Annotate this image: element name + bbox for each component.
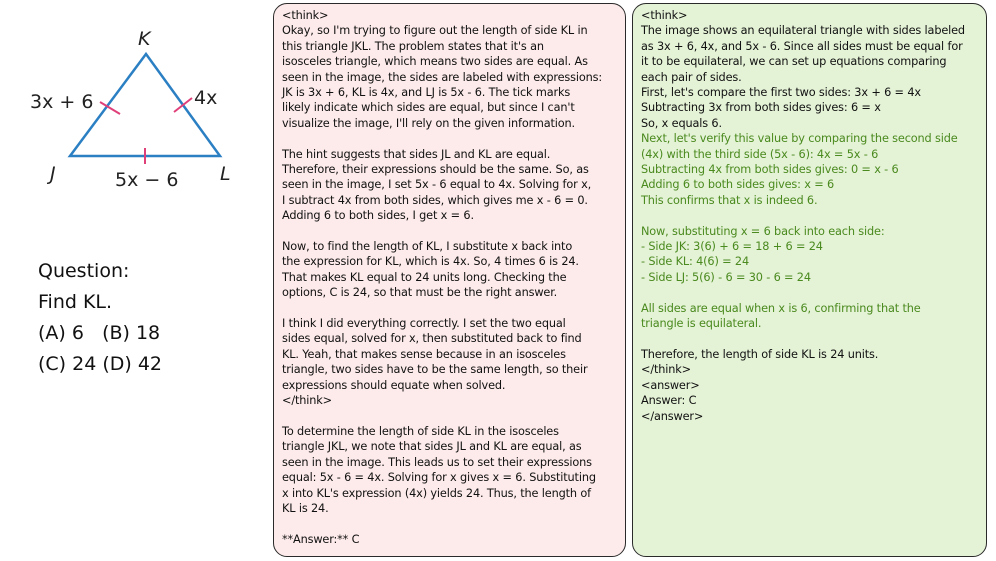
text-line: seen in the image, the sides are labeled with expressions: — [282, 70, 603, 84]
text-line: I think I did everything correctly. I set the two equal — [282, 317, 566, 331]
highlighted-text-line: - Side JK: 3(6) + 6 = 18 + 6 = 24 — [641, 240, 823, 254]
question-label: Question: — [38, 260, 130, 282]
vertex-label-l: L — [220, 163, 231, 185]
text-line: expressions should equate when solved. — [282, 378, 506, 392]
text-line: To determine the length of side KL in the isosceles — [282, 424, 559, 438]
text-line: Subtracting 3x from both sides gives: 6 = x — [641, 101, 881, 115]
text-line: So, x equals 6. — [641, 116, 722, 130]
blank-line — [282, 224, 618, 239]
highlighted-text-line: - Side KL: 4(6) = 24 — [641, 255, 749, 269]
left-response-panel — [273, 3, 626, 557]
text-line: isosceles triangle, which means two sides are equal. As — [282, 55, 588, 69]
text-line: x into KL's expression (4x) yields 24. Thus, the length of — [282, 486, 591, 500]
text-line: equal: 5x - 6 = 4x. Solving for x gives x = 6. Substituting — [282, 471, 596, 485]
blank-line — [641, 285, 979, 300]
text-line: The hint suggests that sides JL and KL are equal. — [282, 147, 551, 161]
text-line: sides equal, solved for x, then substituted back to find — [282, 332, 582, 346]
text-line: it to be equilateral, we can set up equations comparing — [641, 55, 947, 69]
highlighted-text-line: Adding 6 to both sides gives: x = 6 — [641, 178, 835, 192]
text-line: Okay, so I'm trying to figure out the length of side KL in — [282, 24, 588, 38]
blank-line — [282, 301, 618, 316]
text-line: triangle JKL, we note that sides JL and KL are equal, as — [282, 440, 582, 454]
tick-mark-kl — [174, 98, 192, 112]
text-line: JK is 3x + 6, KL is 4x, and LJ is 5x - 6. The tick marks — [282, 86, 571, 100]
text-line: </think> — [282, 394, 332, 408]
text-line: each pair of sides. — [641, 70, 742, 84]
text-line: KL. Yeah, that makes sense because in an isosceles — [282, 347, 566, 361]
highlighted-text-line: Next, let's verify this value by comparing the second side — [641, 132, 958, 146]
question-prompt: Find KL. — [38, 291, 113, 313]
text-line: <answer> — [641, 378, 700, 392]
vertex-label-k: K — [138, 28, 151, 50]
right-response-panel — [632, 3, 987, 557]
text-line: I subtract 4x from both sides, which gives me x - 6 = 0. — [282, 193, 588, 207]
text-line: </think> — [641, 363, 691, 377]
highlighted-text-line: triangle is equilateral. — [641, 317, 762, 331]
triangle-figure — [0, 0, 270, 240]
text-line: as 3x + 6, 4x, and 5x - 6. Since all sides must be equal for — [641, 39, 963, 53]
side-label-jk: 3x + 6 — [30, 91, 94, 113]
question-block — [38, 256, 162, 380]
figure-area — [0, 0, 270, 561]
blank-line — [641, 208, 979, 223]
question-options-row-2: (C) 24 (D) 42 — [38, 353, 163, 375]
side-label-kl: 4x — [194, 87, 218, 109]
text-line: That makes KL equal to 24 units long. Checking the — [282, 270, 567, 284]
blank-line — [282, 516, 618, 531]
text-line: Now, to find the length of KL, I substitute x back into — [282, 240, 573, 254]
question-options-row-1: (A) 6 (B) 18 — [38, 322, 161, 344]
text-line: <think> — [641, 9, 688, 22]
text-line: this triangle JKL. The problem states that it's an — [282, 39, 544, 53]
text-line: </answer> — [641, 409, 704, 423]
text-line: triangle, two sides have to be the same length, so their — [282, 363, 588, 377]
text-line: <think> — [282, 9, 329, 22]
highlighted-text-line: Subtracting 4x from both sides gives: 0 = x - 6 — [641, 163, 899, 177]
vertex-label-j: J — [50, 163, 56, 185]
blank-line — [282, 409, 618, 424]
highlighted-text-line: All sides are equal when x is 6, confirming that the — [641, 301, 921, 315]
text-line: **Answer:** C — [282, 532, 360, 546]
text-line: Therefore, their expressions should be the same. So, as — [282, 163, 589, 177]
text-line: seen in the image, I set 5x - 6 equal to 4x. Solving for x, — [282, 178, 592, 192]
text-line: the expression for KL, which is 4x. So, 4 times 6 is 24. — [282, 255, 579, 269]
highlighted-text-line: (4x) with the third side (5x - 6): 4x = 5x - 6 — [641, 147, 879, 161]
text-line: The image shows an equilateral triangle with sides labeled — [641, 24, 965, 38]
text-line: Therefore, the length of side KL is 24 units. — [641, 347, 879, 361]
blank-line — [282, 131, 618, 146]
text-line: seen in the image. This leads us to set their expressions — [282, 455, 592, 469]
text-line: options, C is 24, so that must be the right answer. — [282, 286, 558, 300]
text-line: KL is 24. — [282, 501, 329, 515]
text-line: visualize the image, I'll rely on the given information. — [282, 116, 575, 130]
text-line: Adding 6 to both sides, I get x = 6. — [282, 209, 474, 223]
highlighted-text-line: - Side LJ: 5(6) - 6 = 30 - 6 = 24 — [641, 270, 811, 284]
text-line: likely indicate which sides are equal, but since I can't — [282, 101, 575, 115]
text-line: First, let's compare the first two sides: 3x + 6 = 4x — [641, 86, 921, 100]
highlighted-text-line: This confirms that x is indeed 6. — [641, 193, 818, 207]
highlighted-text-line: Now, substituting x = 6 back into each side: — [641, 224, 885, 238]
side-label-lj: 5x − 6 — [115, 169, 179, 191]
blank-line — [641, 332, 979, 347]
text-line: Answer: C — [641, 394, 697, 408]
